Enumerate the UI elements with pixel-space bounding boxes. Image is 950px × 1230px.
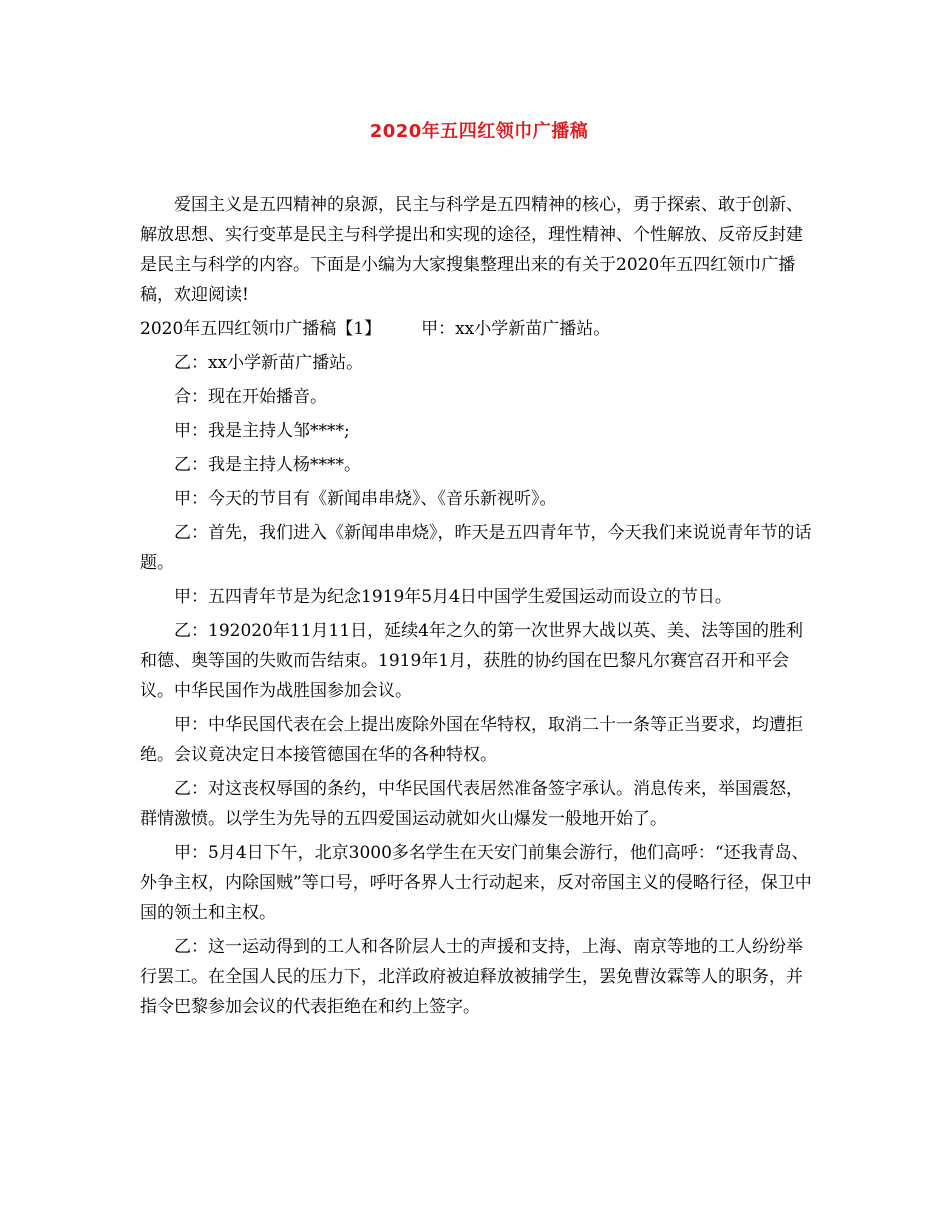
script-line: 乙：192020年11月11日，延续4年之久的第一次世界大战以英、美、法等国的胜利和德、奥等国的失败而告结束。1919年1月，获胜的协约国在巴黎凡尔赛宫召开和平会议。中华民国作为战胜国参加会议。: [140, 621, 803, 701]
script-line: 甲：中华民国代表在会上提出废除外国在华特权，取消二十一条等正当要求，均遭拒绝。会议竟决定日本接管德国在华的各种特权。: [140, 715, 803, 765]
script-line: 甲：今天的节目有《新闻串串烧》、《音乐新视听》。: [174, 489, 557, 509]
script-line: 甲：我是主持人邹****;: [174, 421, 350, 441]
section-first-line: 甲：xx小学新苗广播站。: [421, 319, 611, 339]
section-heading: 2020年五四红领巾广播稿【1】: [140, 319, 382, 339]
script-line: 乙：我是主持人杨****。: [174, 455, 361, 475]
script-line: 乙：对这丧权辱国的条约，中华民国代表居然准备签字承认。消息传来，举国震怒，群情激愤。以学生为先导的五四爱国运动就如火山爆发一般地开始了。: [140, 779, 803, 829]
document-title: 2020年五四红领巾广播稿: [369, 121, 589, 142]
script-line: 乙：这一运动得到的工人和各阶层人士的声援和支持，上海、南京等地的工人纷纷举行罢工。在全国人民的压力下，北洋政府被迫释放被捕学生，罢免曹汝霖等人的职务，并指令巴黎参加会议的代表拒绝在和约上签字。: [140, 937, 803, 1017]
script-line: 合：现在开始播音。: [174, 387, 327, 407]
document-body: [140, 190, 818, 1022]
script-line: 乙：首先，我们进入《新闻串串烧》，昨天是五四青年节，今天我们来说说青年节的话题。: [140, 523, 812, 573]
section-heading-line: [140, 314, 818, 344]
script-line: 甲：五四青年节是为纪念1919年5月4日中国学生爱国运动而设立的节日。: [174, 587, 732, 607]
intro-paragraph: 爱国主义是五四精神的泉源，民主与科学是五四精神的核心，勇于探索、敢于创新、解放思想、实行变革是民主与科学提出和实现的途径，理性精神、个性解放、反帝反封建是民主与科学的内容。下面是小编为大家搜集整理出来的有关于2020年五四红领巾广播稿，欢迎阅读!: [140, 195, 803, 305]
script-line: 乙：xx小学新苗广播站。: [174, 353, 364, 373]
script-line: 甲：5月4日下午，北京3000多名学生在天安门前集会游行，他们高呼：“还我青岛、外争主权，内除国贼”等口号，呼吁各界人士行动起来，反对帝国主义的侵略行径，保卫中国的领土和主权。: [140, 843, 812, 923]
